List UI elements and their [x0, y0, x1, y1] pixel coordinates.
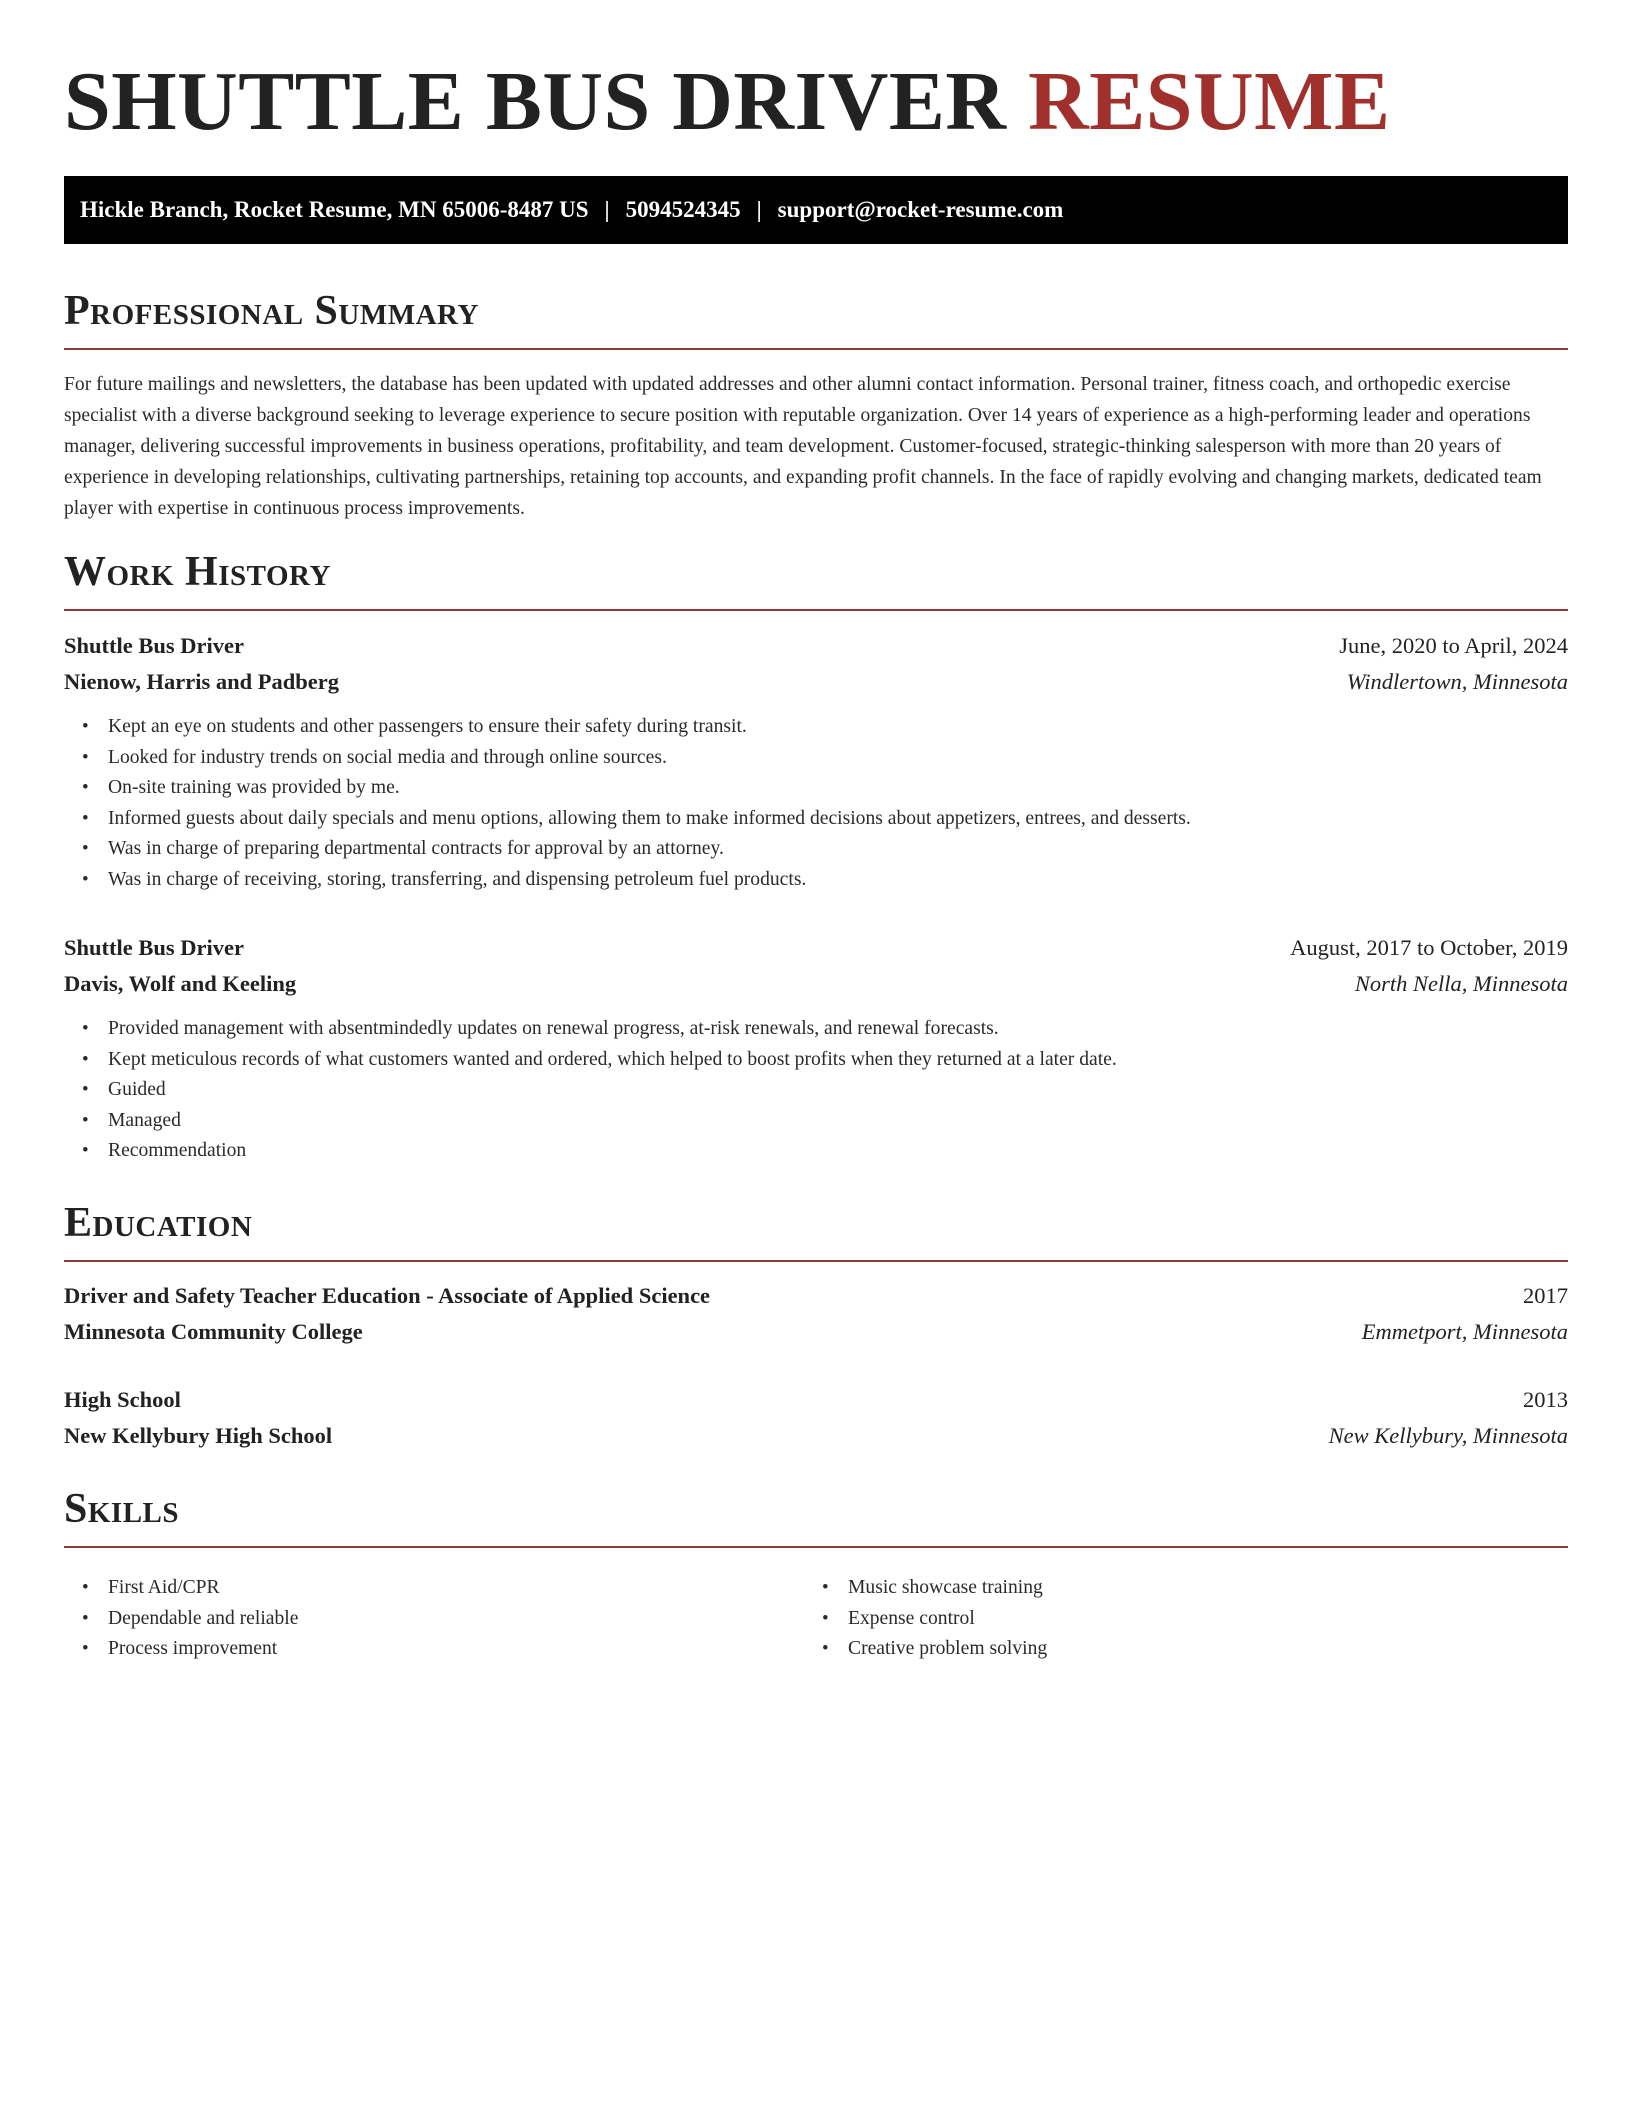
job-dates: June, 2020 to April, 2024 [1339, 633, 1568, 658]
work-entry [64, 930, 1568, 1167]
list-item: • Provided management with absentmindedly updates on renewal progress, at-risk renewals, and renewal forecasts. [82, 1018, 999, 1039]
skill-item: • Music showcase training [822, 1577, 1043, 1598]
contact-phone[interactable]: 5094524345 [625, 197, 741, 222]
job-dates: August, 2017 to October, 2019 [1290, 935, 1568, 960]
summary-heading: Professional Summary [64, 288, 479, 334]
job-title: Shuttle Bus Driver [64, 935, 244, 960]
list-item: • Informed guests about daily specials and menu options, allowing them to make informed decisions about appetizers, entrees, and desserts. [82, 807, 1191, 829]
job-title: Shuttle Bus Driver [64, 633, 244, 658]
contact-address: Hickle Branch, Rocket Resume, MN 65006-8487 US [80, 197, 589, 222]
graduation-year: 2017 [1523, 1283, 1568, 1308]
skill-item: • Dependable and reliable [82, 1607, 299, 1629]
contact-email[interactable]: support@rocket-resume.com [777, 197, 1064, 222]
education-entry-subheader [64, 1418, 1568, 1454]
school-name: Minnesota Community College [64, 1319, 363, 1344]
list-item: • Managed [82, 1109, 181, 1131]
skills-grid [64, 1573, 1568, 1665]
job-duties-list [64, 712, 1568, 896]
list-item: • Looked for industry trends on social media and through online sources. [82, 746, 667, 768]
skills-list-right [804, 1573, 1544, 1665]
section-divider [64, 609, 1568, 611]
work-entry-subheader [64, 664, 1568, 700]
section-divider [64, 1546, 1568, 1548]
resume-title [64, 52, 1391, 152]
work-entry-header [64, 930, 1568, 966]
skill-item: • Expense control [822, 1607, 975, 1629]
job-location: North Nella, Minnesota [1354, 971, 1568, 996]
skill-item: • First Aid/CPR [82, 1577, 220, 1598]
job-duties-list [64, 1014, 1568, 1167]
company-name: Nienow, Harris and Padberg [64, 669, 340, 694]
education-heading: Education [64, 1200, 253, 1246]
degree-name: Driver and Safety Teacher Education - Associate of Applied Science [64, 1283, 711, 1308]
job-location: Windlertown, Minnesota [1346, 669, 1568, 694]
work-entry-header [64, 628, 1568, 664]
section-divider [64, 1260, 1568, 1262]
education-entry [64, 1278, 1568, 1350]
education-entry-header [64, 1278, 1568, 1314]
list-item: • Recommendation [82, 1140, 247, 1162]
skill-item: • Process improvement [82, 1638, 278, 1660]
skills-list-left [64, 1573, 804, 1665]
contact-separator: | [756, 197, 762, 222]
education-entry-subheader [64, 1314, 1568, 1350]
degree-name: High School [64, 1387, 181, 1412]
list-item: • Was in charge of receiving, storing, transferring, and dispensing petroleum fuel products. [82, 868, 807, 890]
skills-heading: Skills [64, 1486, 180, 1532]
contact-separator: | [604, 197, 610, 222]
section-divider [64, 348, 1568, 350]
title-accent: RESUME [1028, 55, 1391, 148]
school-location: Emmetport, Minnesota [1361, 1319, 1568, 1344]
school-name: New Kellybury High School [64, 1423, 333, 1448]
list-item: • Was in charge of preparing departmental contracts for approval by an attorney. [82, 838, 724, 860]
list-item: • Kept meticulous records of what customers wanted and ordered, which helped to boost profits when they returned at a later date. [82, 1048, 1117, 1070]
education-entry-header [64, 1382, 1568, 1418]
work-entry [64, 628, 1568, 896]
graduation-year: 2013 [1523, 1387, 1568, 1412]
work-entry-subheader [64, 966, 1568, 1002]
company-name: Davis, Wolf and Keeling [64, 971, 297, 996]
contact-bar [64, 176, 1568, 244]
summary-text: For future mailings and newsletters, the database has been updated with updated addresses and other alumni contact information. Personal trainer, fitness coach, and orthopedic exercise specialist with a diverse background seeking to leverage experience to secure position with reputable organization. Over 14 years of experience as a high-performing leader and operations manager, delivering successful improvements in business operations, profitability, and team development. Customer-focused, strategic-thinking salesperson with more than 20 years of experience in developing relationships, cultivating partnerships, retaining top accounts, and expanding profit channels. In the face of rapidly evolving and changing markets, dedicated team player with expertise in continuous process improvements. [64, 374, 1542, 519]
list-item: • Kept an eye on students and other passengers to ensure their safety during transit. [82, 716, 747, 737]
school-location: New Kellybury, Minnesota [1328, 1423, 1568, 1448]
skill-item: • Creative problem solving [822, 1638, 1048, 1660]
list-item: • On-site training was provided by me. [82, 777, 400, 799]
education-entry [64, 1382, 1568, 1454]
work-history-heading: Work History [64, 549, 331, 595]
title-main: SHUTTLE BUS DRIVER [64, 55, 1007, 148]
list-item: • Guided [82, 1079, 166, 1101]
